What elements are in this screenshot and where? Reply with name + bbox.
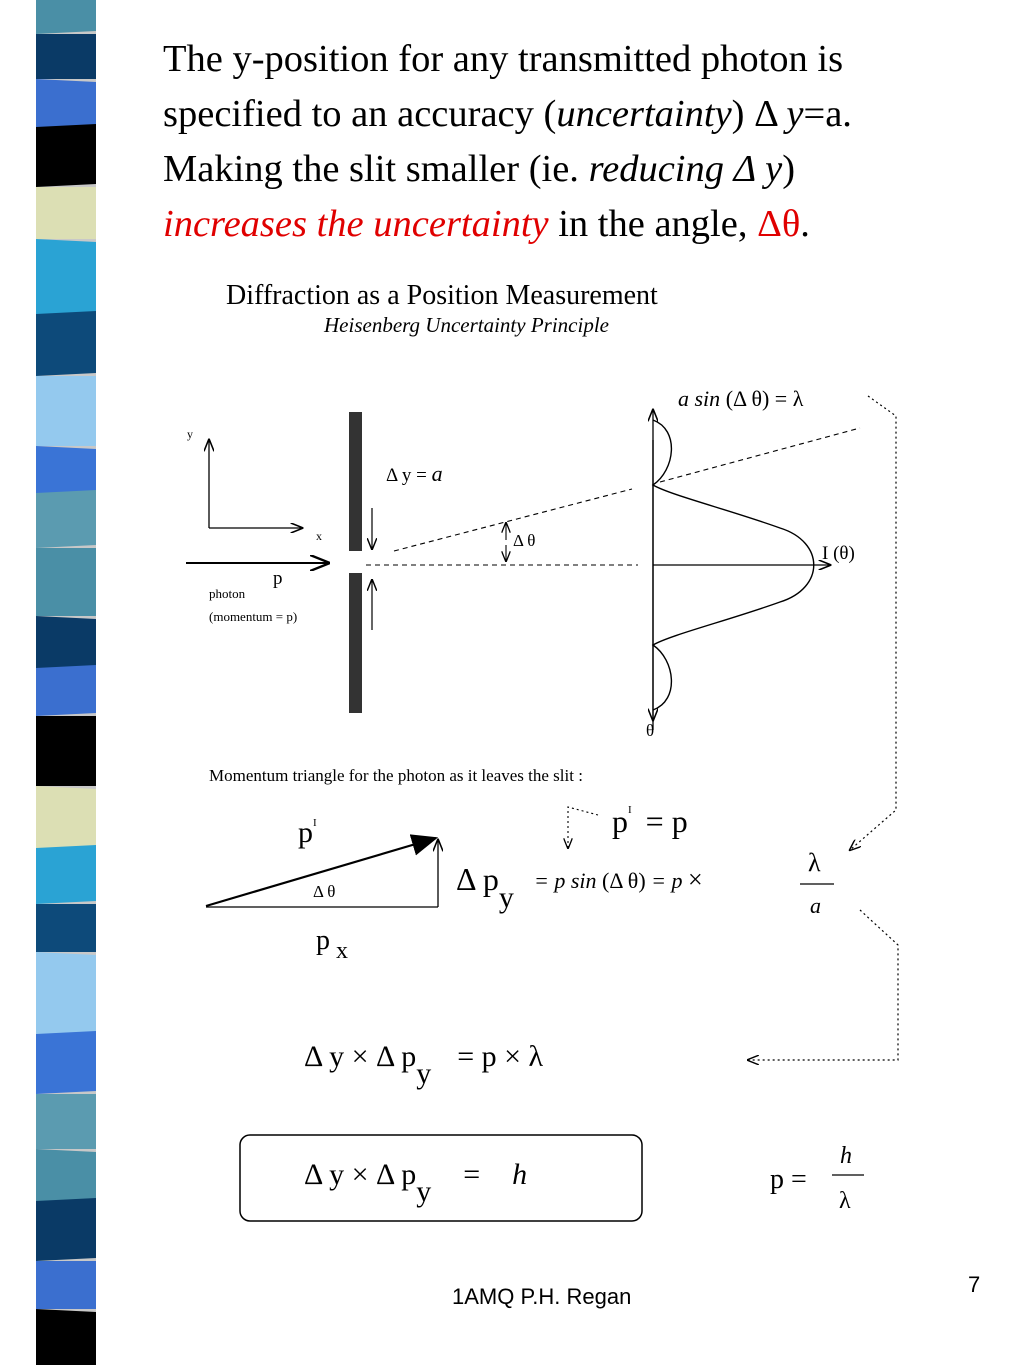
theta-label: θ — [646, 721, 655, 740]
heading-text — [163, 32, 1013, 252]
heading-line-2: specified to an accuracy (uncertainty) Δ y=a. — [163, 93, 852, 135]
boxed-equation-frame — [240, 1135, 642, 1221]
p-prime-equals-p: $p^I = p$ — [612, 803, 688, 839]
momentum-caption: Momentum triangle for the photon as it leaves the slit : — [209, 766, 583, 785]
photon-label: photon — [209, 586, 246, 601]
intensity-label: I (θ) — [822, 543, 855, 564]
triangle-px: p x — [316, 925, 348, 964]
axis-x-label: x — [316, 529, 322, 543]
figure-subtitle: Heisenberg Uncertainty Principle — [324, 313, 609, 337]
footer-text: 1AMQ P.H. Regan — [452, 1284, 632, 1309]
delta-py-equation: Δ py — [456, 861, 514, 914]
heisenberg-equation: Δ y × Δ py= h — [304, 1158, 528, 1208]
heading-line-3: Making the slit smaller (ie. reducing Δ y) — [163, 148, 796, 190]
page-number: 7 — [968, 1272, 981, 1297]
delta-theta-label: Δ θ — [513, 531, 536, 550]
axes-icon — [209, 440, 302, 528]
decorative-stripe — [0, 0, 120, 1365]
diffraction-figure — [170, 270, 910, 1230]
fraction-a: a — [810, 893, 821, 918]
uncertainty-product-equation: Δ y × Δ py= p × λ — [304, 1040, 544, 1090]
photon-momentum-label: (momentum = p) — [209, 609, 298, 624]
triangle-p-prime: $p^I$ — [298, 816, 317, 849]
triangle-dtheta: Δ θ — [313, 882, 336, 901]
slit-equation: a sin (Δ θ) = λ — [678, 386, 804, 411]
heading-line-1: The y-position for any transmitted photon is — [163, 38, 844, 80]
slit-lower — [349, 573, 362, 713]
fraction-lambda: λ — [808, 848, 821, 877]
slit-upper — [349, 412, 362, 551]
delta-py-rhs: = p sin (Δ θ) = p × — [534, 865, 703, 894]
axis-y-label: y — [187, 427, 193, 441]
de-broglie-h: h — [840, 1143, 852, 1169]
delta-y-label: Δ y = a — [386, 461, 443, 486]
de-broglie-lambda: λ — [839, 1188, 851, 1214]
photon-momentum-symbol: p — [273, 568, 283, 589]
figure-title: Diffraction as a Position Measurement — [226, 280, 658, 311]
heading-line-4: increases the uncertainty in the angle, Δθ. — [163, 203, 810, 245]
de-broglie-p: p = — [770, 1164, 807, 1195]
